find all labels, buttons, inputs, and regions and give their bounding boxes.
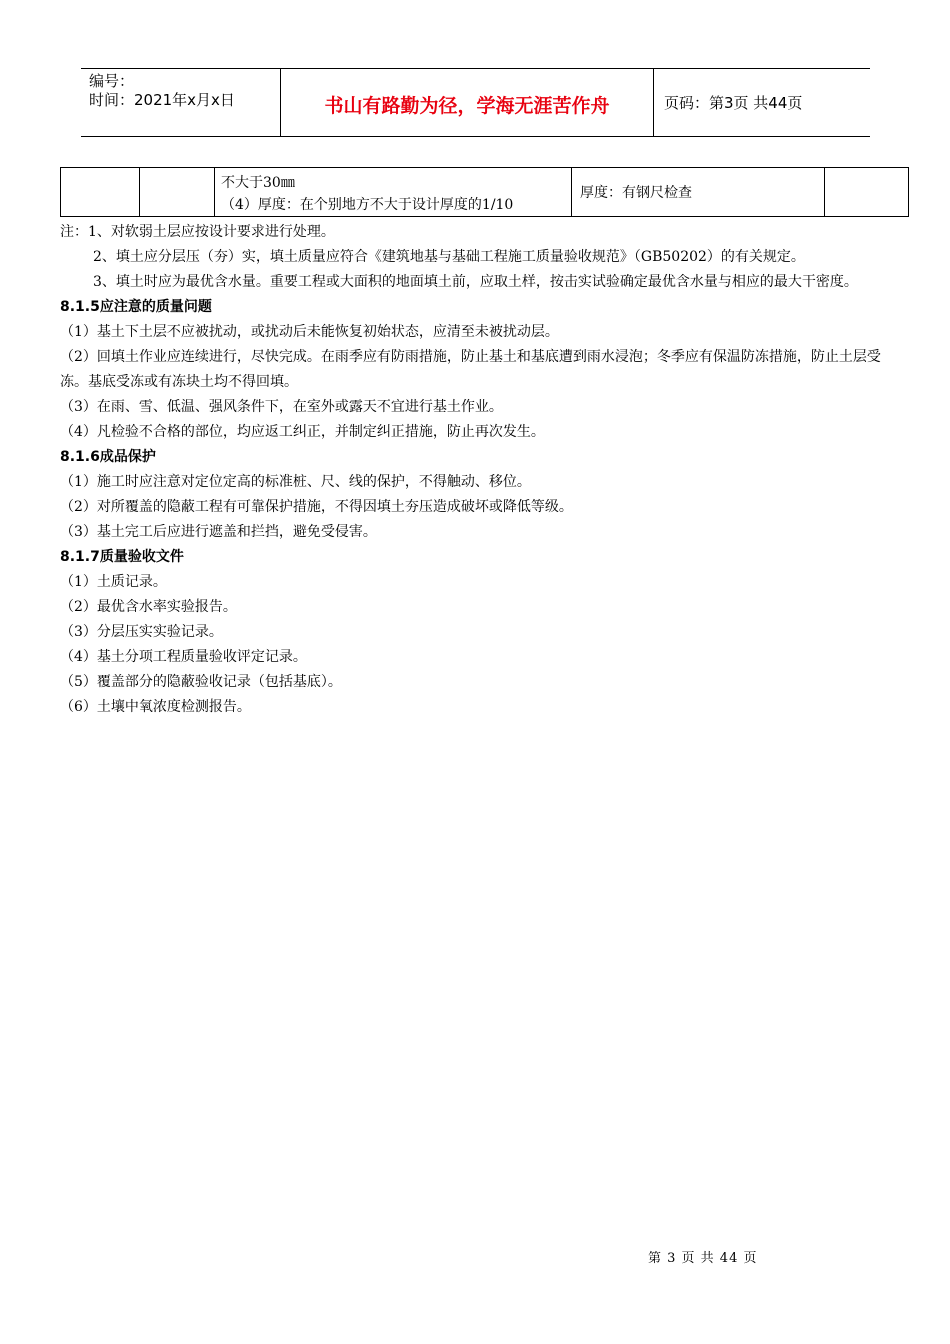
table-row bbox=[61, 168, 909, 217]
section-817-title: 8.1.7质量验收文件 bbox=[60, 549, 184, 565]
list-item: （2）最优含水率实验报告。 bbox=[60, 599, 237, 615]
header-meta bbox=[81, 69, 281, 136]
section-815-title: 8.1.5应注意的质量问题 bbox=[60, 299, 212, 315]
table-cell-1 bbox=[61, 168, 140, 217]
list-item: （4）凡检验不合格的部位，均应返工纠正，并制定纠正措施，防止再次发生。 bbox=[60, 424, 545, 440]
header-page-info: 页码：第3页 共44页 bbox=[664, 94, 803, 112]
list-item: （3）在雨、雪、低温、强风条件下，在室外或露天不宜进行基土作业。 bbox=[60, 399, 503, 415]
list-item: （1）土质记录。 bbox=[60, 574, 167, 590]
list-item: （6）土壤中氧浓度检测报告。 bbox=[60, 699, 251, 715]
table-cell-5 bbox=[825, 168, 909, 217]
page-header bbox=[81, 68, 870, 137]
page-footer: 第 3 页 共 44 页 bbox=[648, 1251, 758, 1266]
list-item: （1）基土下土层不应被扰动，或扰动后未能恢复初始状态，应清至未被扰动层。 bbox=[60, 324, 559, 340]
note-2: 2、填土应分层压（夯）实，填土质量应符合《建筑地基与基础工程施工质量验收规范》（GB50202）的有关规定。 bbox=[93, 249, 805, 265]
criteria-line-2: （4）厚度：在个别地方不大于设计厚度的1/10 bbox=[221, 196, 514, 213]
list-item: （1）施工时应注意对定位定高的标准桩、尺、线的保护，不得触动、移位。 bbox=[60, 474, 531, 490]
list-item: （3）基土完工后应进行遮盖和拦挡，避免受侵害。 bbox=[60, 524, 377, 540]
list-item: （4）基土分项工程质量验收评定记录。 bbox=[60, 649, 307, 665]
document-body bbox=[60, 220, 900, 720]
time-label: 时间：2021年x月x日 bbox=[89, 91, 235, 109]
number-label: 编号： bbox=[89, 72, 135, 90]
header-motto: 书山有路勤为径，学海无涯苦作舟 bbox=[281, 69, 654, 136]
criteria-line-1: 不大于30㎜ bbox=[221, 174, 295, 191]
note-1: 注：1、对软弱土层应按设计要求进行处理。 bbox=[60, 224, 335, 240]
section-816-title: 8.1.6成品保护 bbox=[60, 449, 156, 465]
note-3: 3、填土时应为最优含水量。重要工程或大面积的地面填土前，应取土样，按击实试验确定最优含水量与相应的最大干密度。 bbox=[93, 274, 858, 290]
list-item: （2）回填土作业应连续进行，尽快完成。在雨季应有防雨措施，防止基土和基底遭到雨水浸泡；冬季应有保温防冻措施，防止土层受冻。基底受冻或有冻块土均不得回填。 bbox=[60, 349, 881, 390]
spec-table bbox=[60, 167, 909, 217]
list-item: （2）对所覆盖的隐蔽工程有可靠保护措施，不得因填土夯压造成破坏或降低等级。 bbox=[60, 499, 573, 515]
list-item: （5）覆盖部分的隐蔽验收记录（包括基底）。 bbox=[60, 674, 342, 690]
table-cell-method: 厚度：有钢尺检查 bbox=[572, 168, 825, 217]
table-cell-criteria bbox=[215, 168, 572, 217]
list-item: （3）分层压实实验记录。 bbox=[60, 624, 223, 640]
table-cell-2 bbox=[140, 168, 215, 217]
